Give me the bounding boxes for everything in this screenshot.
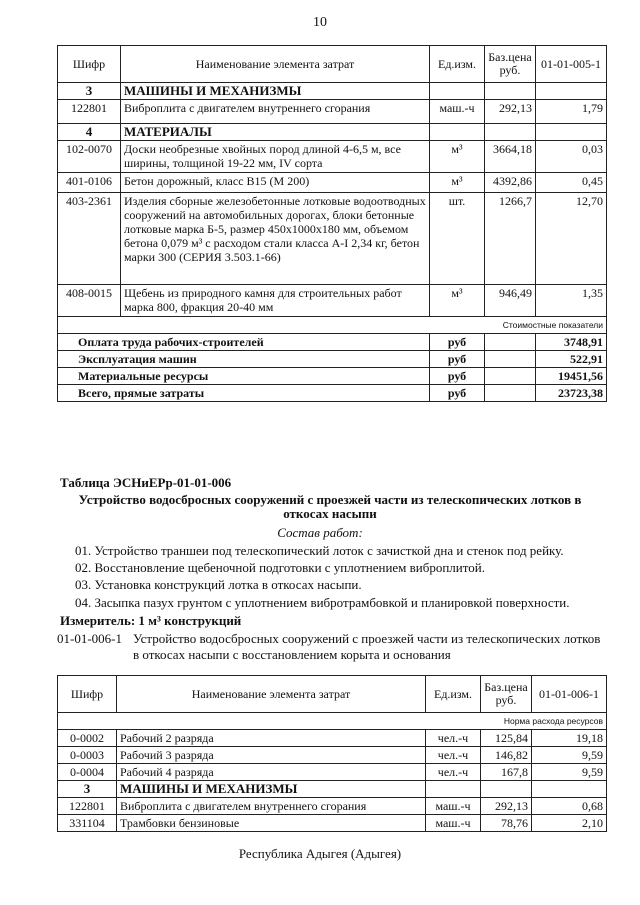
- cost-header-row: [58, 317, 607, 334]
- table-row: [58, 730, 607, 747]
- table-row: [58, 798, 607, 815]
- row-value: 2,10: [532, 815, 607, 832]
- row-value: 0,68: [532, 798, 607, 815]
- row-name: Рабочий 3 разряда: [117, 747, 426, 764]
- row-price: 146,82: [481, 747, 532, 764]
- row-price: 946,49: [485, 285, 536, 317]
- row-price: 292,13: [481, 798, 532, 815]
- table-row: [58, 764, 607, 781]
- total-row: [58, 351, 607, 368]
- row-value: 9,59: [532, 747, 607, 764]
- row-value: 0,03: [536, 141, 607, 173]
- table-row: [58, 141, 607, 173]
- section-number: 3: [58, 781, 117, 798]
- total-unit: руб: [430, 385, 485, 402]
- table-row: [58, 747, 607, 764]
- rate-name: Устройство водосбросных сооружений с проезжей части из телескопических лотков в откосах насыпи с восстановлением корыта и основания: [133, 631, 601, 662]
- total-label: Оплата труда рабочих-строителей: [58, 334, 430, 351]
- col-unit-header: Ед.изм.: [426, 676, 481, 713]
- row-code: 122801: [58, 100, 121, 124]
- resource-table-006: [57, 675, 607, 832]
- row-name: Виброплита с двигателем внутреннего сгорания: [121, 100, 430, 124]
- row-unit: шт.: [430, 193, 485, 285]
- total-value: 19451,56: [536, 368, 607, 385]
- row-code: 102-0070: [58, 141, 121, 173]
- row-code: 403-2361: [58, 193, 121, 285]
- row-code: 0-0004: [58, 764, 117, 781]
- table-title: Таблица ЭСНиЕРр-01-01-006: [60, 475, 232, 490]
- row-unit: маш.-ч: [426, 815, 481, 832]
- row-unit: м³: [430, 285, 485, 317]
- rate-code: 01-01-006-1: [57, 631, 122, 646]
- row-code: 408-0015: [58, 285, 121, 317]
- total-row: [58, 368, 607, 385]
- section-number: 4: [58, 124, 121, 141]
- row-value: 1,35: [536, 285, 607, 317]
- row-unit: чел.-ч: [426, 747, 481, 764]
- row-unit: маш.-ч: [426, 798, 481, 815]
- row-unit: м³: [430, 141, 485, 173]
- row-code: 331104: [58, 815, 117, 832]
- row-code: 401-0106: [58, 173, 121, 193]
- total-label: Материальные ресурсы: [58, 368, 430, 385]
- row-code: 122801: [58, 798, 117, 815]
- row-price: 78,76: [481, 815, 532, 832]
- col-name-header: Наименование элемента затрат: [121, 46, 430, 83]
- col-unit-header: Ед.изм.: [430, 46, 485, 83]
- total-unit: руб: [430, 334, 485, 351]
- section-title: МАШИНЫ И МЕХАНИЗМЫ: [117, 781, 426, 798]
- total-value: 522,91: [536, 351, 607, 368]
- row-unit: чел.-ч: [426, 764, 481, 781]
- section-row: [58, 83, 607, 100]
- section-row: [58, 781, 607, 798]
- composition-title: Состав работ:: [277, 525, 363, 540]
- table-row: [58, 815, 607, 832]
- row-name: Изделия сборные железобетонные лотковые водоотводных сооружений на автомобильных дорогах, блоки бетонные лотковые марка Б-5, размер 450х1000х180 мм, объемом бетона 0,079 м³ с расходом стали класса А-I 2,34 кг, бетон марки 300 (СЕРИЯ 3.503.1-66): [121, 193, 430, 285]
- table-row: [58, 173, 607, 193]
- row-price: 3664,18: [485, 141, 536, 173]
- operation-item: 02. Восстановление щебеночной подготовки с уплотнением виброплитой.: [75, 560, 485, 575]
- total-unit: руб: [430, 351, 485, 368]
- total-label: Эксплуатация машин: [58, 351, 430, 368]
- section-row: [58, 124, 607, 141]
- col-rate-header: 01-01-005-1: [536, 46, 607, 83]
- row-name: Щебень из природного камня для строительных работ марка 800, фракция 20-40 мм: [121, 285, 430, 317]
- row-name: Бетон дорожный, класс В15 (М 200): [121, 173, 430, 193]
- col-name-header: Наименование элемента затрат: [117, 676, 426, 713]
- section-number: 3: [58, 83, 121, 100]
- row-value: 19,18: [532, 730, 607, 747]
- total-row: [58, 385, 607, 402]
- total-unit: руб: [430, 368, 485, 385]
- meter-label: Измеритель: 1 м³ конструкций: [60, 613, 242, 628]
- row-name: Доски необрезные хвойных пород длиной 4-6,5 м, все ширины, толщиной 19-22 мм, IV сорта: [121, 141, 430, 173]
- page-footer: Республика Адыгея (Адыгея): [238, 846, 402, 861]
- col-code-header: Шифр: [58, 46, 121, 83]
- col-price-header: Баз.цена руб.: [481, 676, 532, 713]
- section-title: МАТЕРИАЛЫ: [121, 124, 430, 141]
- row-name: Трамбовки бензиновые: [117, 815, 426, 832]
- col-rate-header: 01-01-006-1: [532, 676, 607, 713]
- total-label: Всего, прямые затраты: [58, 385, 430, 402]
- table-row: [58, 100, 607, 124]
- col-price-header: Баз.цена руб.: [485, 46, 536, 83]
- operation-item: 04. Засыпка пазух грунтом с уплотнением вибротрамбовкой и планировкой поверхности.: [75, 595, 570, 610]
- operation-item: 01. Устройство траншеи под телескопический лоток с зачисткой дна и стенок под рейку.: [75, 543, 564, 558]
- page-number: 10: [313, 15, 327, 30]
- col-code-header: Шифр: [58, 676, 117, 713]
- row-code: 0-0002: [58, 730, 117, 747]
- row-price: 167,8: [481, 764, 532, 781]
- total-value: 23723,38: [536, 385, 607, 402]
- total-value: 3748,91: [536, 334, 607, 351]
- norm-header: Норма расхода ресурсов: [58, 713, 607, 730]
- row-price: 292,13: [485, 100, 536, 124]
- operation-item: 03. Установка конструкций лотка в откосах насыпи.: [75, 577, 362, 592]
- row-code: 0-0003: [58, 747, 117, 764]
- row-price: 1266,7: [485, 193, 536, 285]
- row-unit: м³: [430, 173, 485, 193]
- norm-header-row: [58, 713, 607, 730]
- row-price: 4392,86: [485, 173, 536, 193]
- table-row: [58, 285, 607, 317]
- row-value: 0,45: [536, 173, 607, 193]
- table-row: [58, 193, 607, 285]
- row-value: 12,70: [536, 193, 607, 285]
- total-row: [58, 334, 607, 351]
- cost-header: Стоимостные показатели: [58, 317, 607, 334]
- row-value: 9,59: [532, 764, 607, 781]
- resource-table-005: [57, 45, 607, 402]
- row-price: 125,84: [481, 730, 532, 747]
- row-name: Рабочий 4 разряда: [117, 764, 426, 781]
- section-title: МАШИНЫ И МЕХАНИЗМЫ: [121, 83, 430, 100]
- table-subtitle: Устройство водосбросных сооружений с проезжей части из телескопических лотков в откосах насыпи: [78, 492, 582, 521]
- row-unit: маш.-ч: [430, 100, 485, 124]
- row-name: Рабочий 2 разряда: [117, 730, 426, 747]
- row-value: 1,79: [536, 100, 607, 124]
- row-unit: чел.-ч: [426, 730, 481, 747]
- row-name: Виброплита с двигателем внутреннего сгорания: [117, 798, 426, 815]
